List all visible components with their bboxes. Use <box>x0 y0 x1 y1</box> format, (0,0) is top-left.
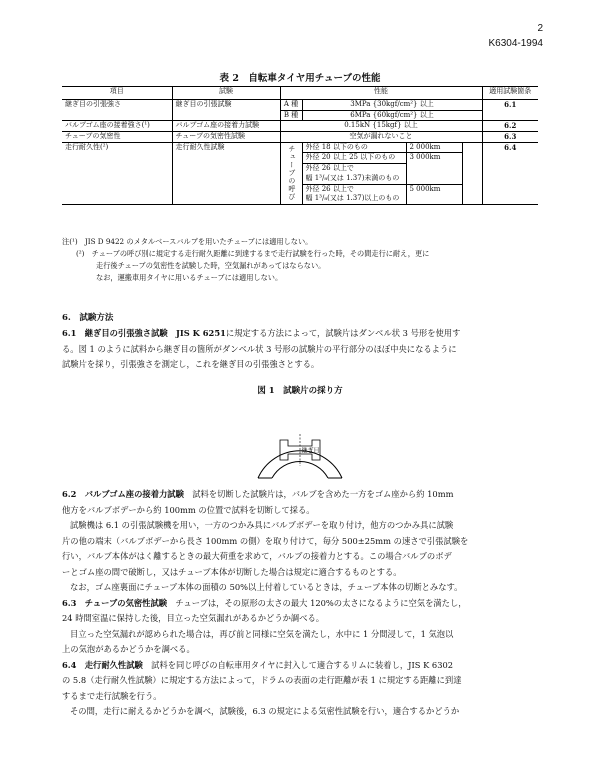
page-number: 2 <box>537 23 543 34</box>
paragraph-text: なお，ゴム座裏面にチューブ本体の面積の 50%以上付着しているときは，チューブ本体の切断とみなす。 <box>70 582 463 592</box>
section-heading: 6. 試験方法 <box>62 313 114 323</box>
table-row <box>62 142 538 153</box>
cell-distance: 5 000km <box>406 184 462 204</box>
section-6-2 <box>62 487 540 720</box>
cell-clause: 6.4 <box>482 142 538 204</box>
cell-performance: 6MPa {60kgf/cm²} 以上 <box>302 110 482 121</box>
clause-heading: 6.3 チューブの気密性試験 <box>62 597 168 608</box>
cell-test: 継ぎ目の引張試験 <box>172 100 280 121</box>
paragraph-text: 試料を同じ呼びの自転車用タイヤに封入して適合するリムに装着し，JIS K 6302 <box>151 659 454 670</box>
cell-size: 幅 1³/₈(又は 1.37)未満のもの <box>302 174 406 184</box>
paragraph-text: 24 時間室温に保持した後，目立った空気漏れがあるかどうか調べる。 <box>62 613 325 623</box>
standard-code: K6304-1994 <box>488 38 543 49</box>
figure-title: 図 1 試験片の採り方 <box>257 386 343 396</box>
cell-clause: 6.2 <box>482 121 538 132</box>
paragraph-text: 上の気泡があるかどうかを調べる。 <box>62 644 195 654</box>
table-header-row <box>62 87 538 100</box>
cell-size: 幅 1³/₈(又は 1.37)以上のもの <box>302 194 406 204</box>
performance-table <box>62 86 538 205</box>
cell-test: チューブの気密性試験 <box>172 132 280 143</box>
cell-performance: 3MPa {30kgf/cm²} 以上 <box>302 100 482 111</box>
cell-item: バルブゴム座の接着強さ(¹) <box>62 121 172 132</box>
note-1: 注(¹) JIS D 9422 のメタルベースバルブを用いたチューブには適用しない。 <box>62 237 313 246</box>
cell-performance: 0.15kN {15kgf} 以上 <box>280 121 482 132</box>
paragraph-text: 目立った空気漏れが認められた場合は，再び前と同様に空気を満たし，水中に 1 分間浸して，1 気泡以 <box>70 628 454 639</box>
table-row <box>62 121 538 132</box>
cell-item: チューブの気密性 <box>62 132 172 143</box>
paragraph-text: 他方をバルブボデーから約 100mm の位置で試料を切断して採る。 <box>62 504 315 515</box>
seam-label: 継ぎ目 <box>301 447 320 455</box>
section-6-1 <box>62 326 540 373</box>
table-row <box>62 132 538 143</box>
paragraph-text: の 5.8（走行耐久性試験）に規定する方法によって，ドラムの表面の走行距離が表 1 に規定する距離に到達 <box>62 675 462 685</box>
note-2-cont: なお，運搬車用タイヤに用いるチューブには適用しない。 <box>96 273 283 282</box>
table-notes <box>62 236 429 284</box>
cell-distance: 2 000km <box>406 142 462 153</box>
paragraph-text: ーとゴム座の間で破断し，又はチューブ本体が切断した場合は規定に適合するものとする。 <box>62 566 402 577</box>
clause-heading: 6.4 走行耐久性試験 <box>62 659 143 670</box>
paragraph-text: 試料を切断した試験片は，バルブを含めた一方をゴム座から約 10mm <box>192 489 454 499</box>
cell-type: B 種 <box>280 110 302 121</box>
table-row <box>62 100 538 111</box>
clause-heading: 6.2 バルブゴム座の接着力試験 <box>62 489 184 499</box>
paragraph-text: 行い，バルブ本体がはく離するときの最大荷重を求めて，バルブの接着力とする。この場合バルブのボデ <box>62 551 452 561</box>
cell-type: A 種 <box>280 100 302 111</box>
cell-size: 外径 26 以上で <box>302 184 406 194</box>
cell-test: バルブゴム座の接着力試験 <box>172 121 280 132</box>
paragraph-text: に規定する方法によって，試験片はダンベル状 3 号形を使用す <box>225 328 461 338</box>
col-header-item: 項目 <box>62 87 172 100</box>
cell-nominal: チューブの呼び <box>280 142 302 204</box>
cell-size: 外径 26 以上で <box>302 164 406 174</box>
col-header-performance: 性能 <box>280 87 482 100</box>
table-title: 表 2 自転車タイヤ用チューブの性能 <box>219 73 381 84</box>
cell-clause: 6.3 <box>482 132 538 143</box>
cell-size: 外径 20 以上 25 以下のもの <box>302 153 406 164</box>
cell-blank <box>462 142 482 204</box>
cell-item: 継ぎ目の引張強さ <box>62 100 172 121</box>
paragraph-text: その間，走行に耐えるかどうかを調べ，試験後，6.3 の規定による気密性試験を行い，適合するかどうか <box>70 706 460 716</box>
paragraph-text: するまで走行試験を行う。 <box>62 690 162 701</box>
paragraph-text: 試験片を採り，引張強さを測定し，これを継ぎ目の引張強さとする。 <box>62 359 320 369</box>
cell-clause: 6.1 <box>482 100 538 121</box>
specimen-figure <box>250 400 350 480</box>
cell-size: 外径 18 以下のもの <box>302 142 406 153</box>
col-header-test: 試験 <box>172 87 280 100</box>
cell-item: 走行耐久性(²) <box>62 142 172 204</box>
clause-heading: 6.1 継ぎ目の引張強さ試験 JIS K 6251 <box>62 328 226 338</box>
paragraph-text: 片の他の端末（バルブボデーから長さ 100mm の側）を取り付けて，毎分 500±25mm の速さで引張試験を <box>62 535 469 546</box>
paragraph-text: 試験機は 6.1 の引張試験機を用い，一方のつかみ具にバルブボデーを取り付け，他方のつかみ具に試験 <box>70 520 454 530</box>
paragraph-text: チューブは，その原形の太さの最大 120%の太さになるように空気を満たし， <box>175 597 467 608</box>
paragraph-text: る。図 1 のように試料から継ぎ目の箇所がダンベル状 3 号形の試験片の平行部分のほぼ中央になるように <box>62 343 457 354</box>
note-2-cont: 走行後チューブの気密性を試験した時，空気漏れがあってはならない。 <box>96 261 326 270</box>
cell-distance: 3 000km <box>406 153 462 184</box>
cell-performance: 空気が漏れないこと <box>280 132 482 143</box>
cell-test: 走行耐久性試験 <box>172 142 280 204</box>
note-2: (²) チューブの呼び別に規定する走行耐久距離に到達するまで走行試験を行った時，その間走行に耐え，更に <box>76 249 430 258</box>
col-header-clause: 適用試験箇条 <box>482 87 538 100</box>
